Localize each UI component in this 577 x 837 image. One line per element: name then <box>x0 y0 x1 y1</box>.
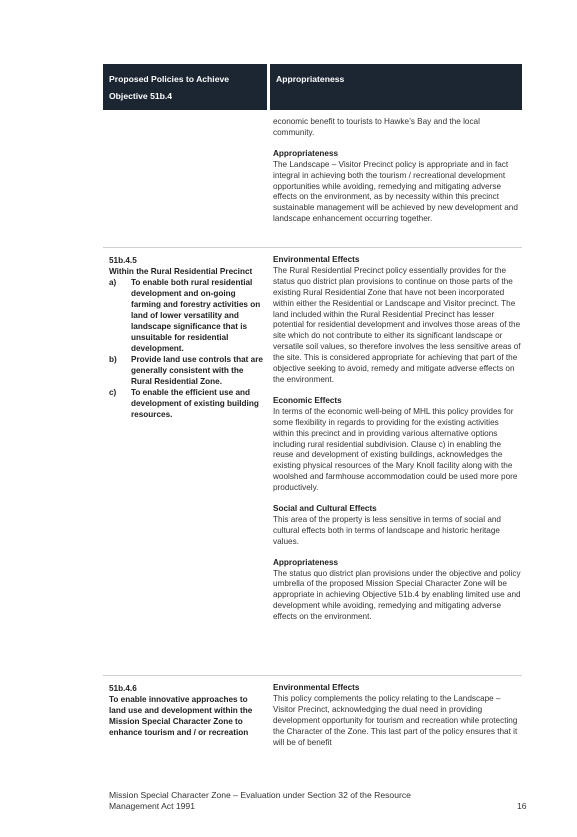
row1-para-social <box>273 504 521 548</box>
row2-policy <box>109 683 265 738</box>
row1-appropriateness-heading: Appropriateness <box>273 557 339 567</box>
row-divider-2 <box>103 675 522 676</box>
row1-social-heading: Social and Cultural Effects <box>273 504 377 514</box>
footer-line1: Mission Special Character Zone – Evaluation under Section 32 of the Resource <box>109 790 411 800</box>
row1-social-text: This area of the property is less sensitive in terms of social and cultural effects both in terms of landscape and historic heritage values. <box>273 514 501 546</box>
header-appropriateness-cell <box>270 64 522 110</box>
page-number: 16 <box>517 801 527 811</box>
row0-para-0-text: economic benefit to tourists to Hawke’s Bay and the local community. <box>273 117 480 137</box>
row1-item-a-text: To enable both rural residential development and on-going farming and forestry activities on land of lower versatility and landscape significance that is unsuitable for residential development. <box>131 278 261 353</box>
row1-environmental-heading: Environmental Effects <box>273 255 360 264</box>
footer-line2: Management Act 1991 <box>109 801 195 811</box>
row1-appropriateness-text: The status quo district plan provisions under the objective and policy umbrella of the proposed Mission Special Character Zone will be appropriate in achieving Objective 51b.4 by enabling limited use and development while avoiding, remedying and mitigating adverse effects on the environment. <box>273 568 521 622</box>
row1-item-b <box>109 354 265 387</box>
page-footer <box>109 790 509 812</box>
row0-para-1-heading: Appropriateness <box>273 148 339 158</box>
row1-economic-heading: Economic Effects <box>273 395 342 405</box>
header-policies-line1: Proposed Policies to Achieve <box>109 74 230 84</box>
row1-item-c-text: To enable the efficient use and development of existing building resources. <box>131 388 259 419</box>
row2-policy-number: 51b.4.6 <box>109 684 137 693</box>
row0-appropriateness <box>273 117 521 235</box>
row1-item-a-label: a) <box>109 278 117 287</box>
row2-policy-title: To enable innovative approaches to land use and development within the Mission Special Character Zone to enhance tourism and / or recreation <box>109 695 253 737</box>
row1-item-a <box>109 277 265 354</box>
row2-environmental-text: This policy complements the policy relating to the Landscape – Visitor Precinct, acknowledging the dual need in providing development opportunity for tourism and recreation while protecting the Character of the Zone. This last part of the policy ensures that it will be of benefit <box>273 693 518 747</box>
row0-para-1-text: The Landscape – Visitor Precinct policy is appropriate and in fact integral in achieving both the tourism / recreational development opportunities while avoiding, remedying and mitigating adverse effects on the environment, as by necessity within this precinct sustainable management will be achieved by new development and landscape enhancement occurring together. <box>273 159 518 224</box>
row1-appropriateness <box>273 255 521 633</box>
row1-environmental-text: The Rural Residential Precinct policy essentially provides for the status quo district plan provisions to continue on those parts of the existing Rural Residential Zone that have not been incorporated within either the Residential or Landscape and Visitor precinct. The land included within the Rural Residential Precinct has lesser potential for residential development and involves those areas of the site which do not contribute to either its significant landscape or versatile soil values, so therefore involves the less sensitive areas of the site. This is considered appropriate for achieving that part of the objective seeking to avoid, remedy and mitigate adverse effects on the environment. <box>273 265 521 384</box>
row2-para-environmental <box>273 683 521 748</box>
row0-para-1 <box>273 149 521 225</box>
row2-appropriateness <box>273 683 521 758</box>
row1-policy <box>109 255 265 420</box>
header-appropriateness-label: Appropriateness <box>276 74 345 84</box>
row1-item-c-label: c) <box>109 388 117 397</box>
header-policies-cell <box>103 64 267 110</box>
table-header <box>103 64 522 110</box>
row1-item-b-label: b) <box>109 355 117 364</box>
header-policies-line2: Objective 51b.4 <box>109 91 173 101</box>
row1-economic-text: In terms of the economic well-being of MHL this policy provides for some flexibility in regards to providing for the existing activities within this precinct and in providing various alternative options including rural residential subdivision. Clause c) in enabling the reuse and development of existing buildings, acknowledges the existing physical resources of the Mary Knoll facility along with the woolshed and farmhouse accommodation could be used more pore productively. <box>273 406 518 493</box>
row2-environmental-heading: Environmental Effects <box>273 683 360 692</box>
row1-para-environmental <box>273 255 521 386</box>
row1-para-economic <box>273 396 521 494</box>
row0-para-0 <box>273 117 521 139</box>
row1-para-appropriateness <box>273 558 521 623</box>
row1-policy-title: Within the Rural Residential Precinct <box>109 267 253 276</box>
row1-item-b-text: Provide land use controls that are generally consistent with the Rural Residential Zone. <box>131 355 263 386</box>
row-divider-1 <box>103 247 522 248</box>
row1-policy-number: 51b.4.5 <box>109 256 137 265</box>
row1-item-c <box>109 387 265 420</box>
